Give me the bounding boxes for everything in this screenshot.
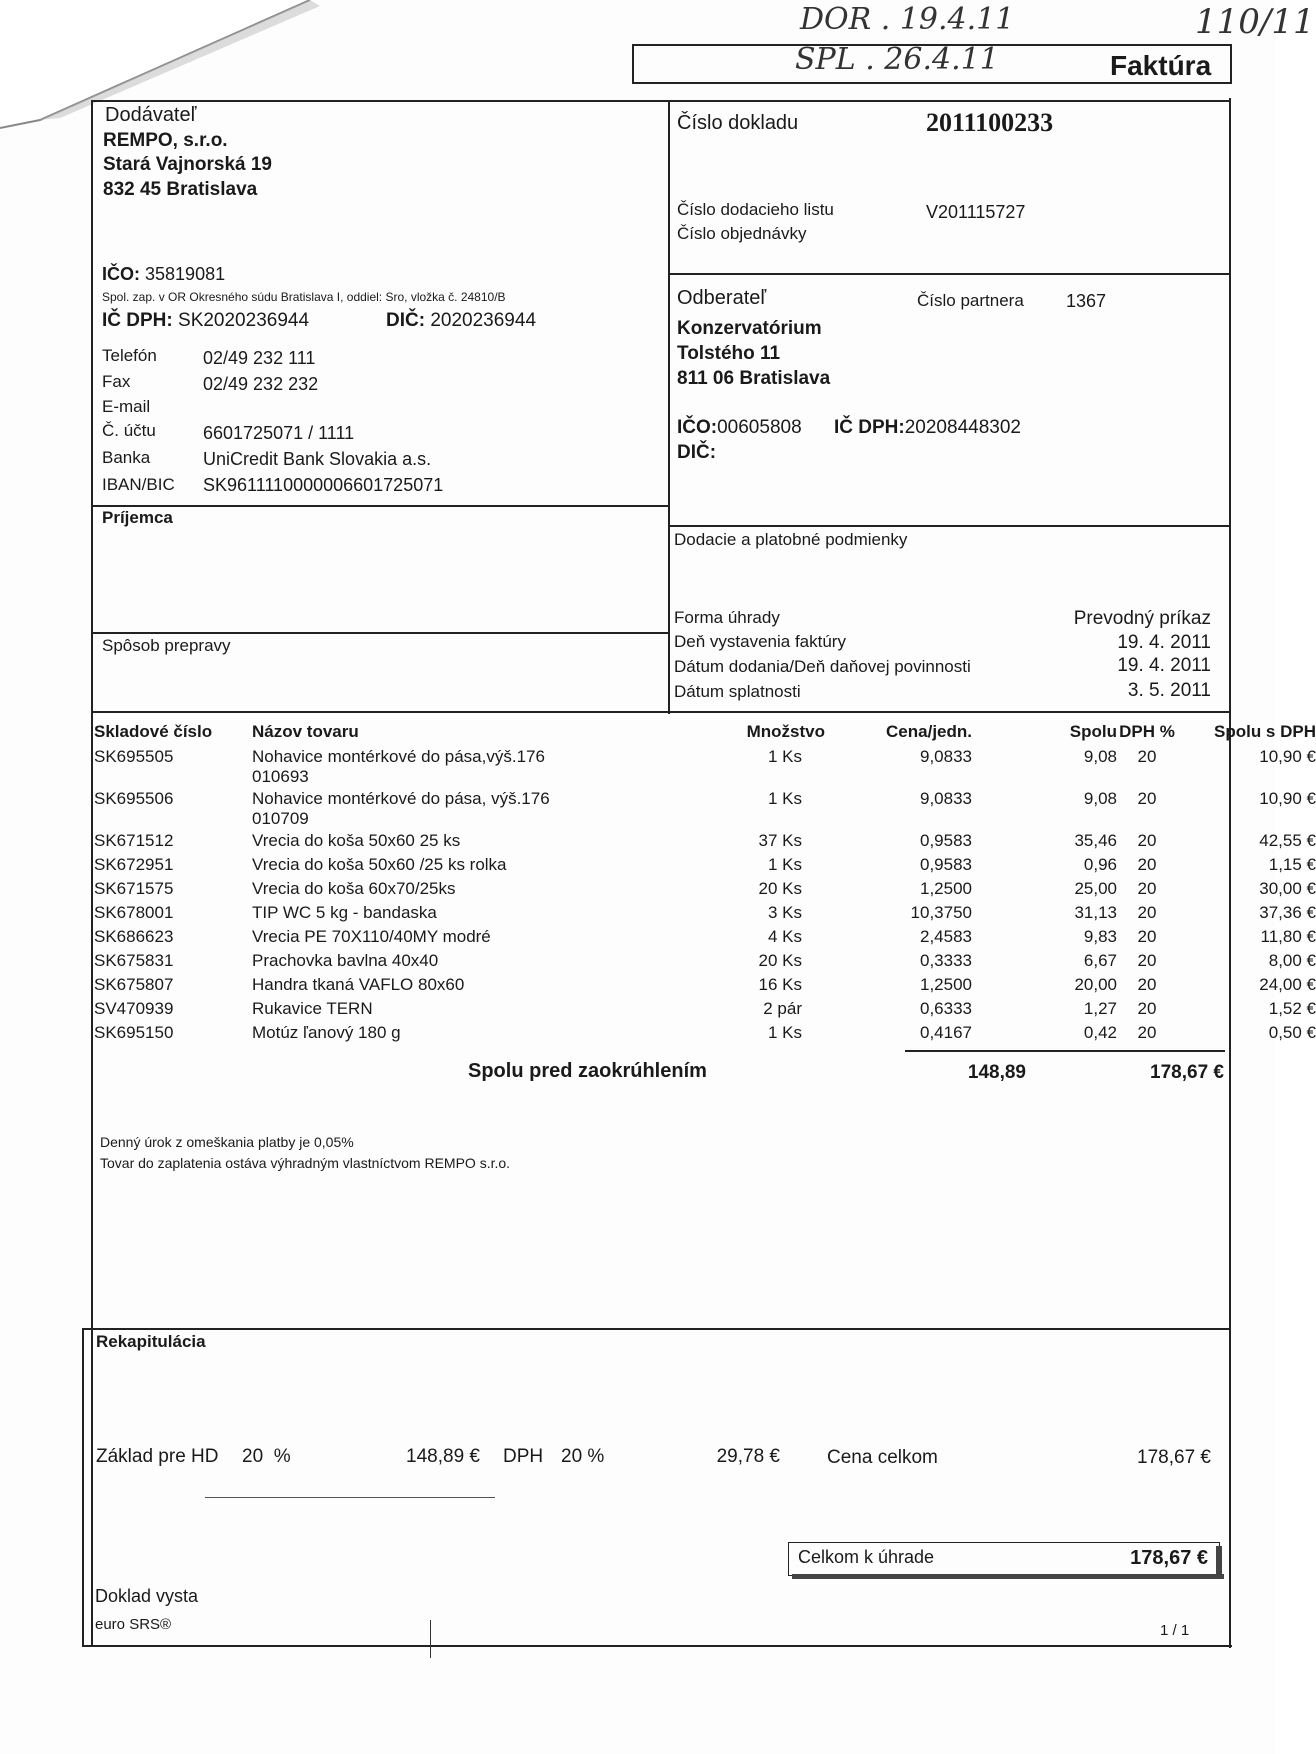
header-total: Spolu bbox=[1069, 722, 1117, 741]
handwritten-date-2: SPL . 26.4.11 bbox=[795, 42, 999, 77]
table-row: SK695150 Motúz ľanový 180 g 1 Ks 0,4167 0,42 20 0,50 € bbox=[94, 1023, 1316, 1042]
customer-dic-label: DIČ: bbox=[677, 442, 717, 463]
payment-value: Prevodný príkaz bbox=[1073, 608, 1211, 629]
table-row: SK675807 Handra tkaná VAFLO 80x60 16 Ks 1,2500 20,00 20 24,00 € bbox=[94, 975, 1316, 994]
supplier-icdph: IČ DPH: SK2020236944 bbox=[102, 310, 310, 331]
recap-vat-rate: 20 % bbox=[561, 1446, 605, 1467]
transport-label: Spôsob prepravy bbox=[102, 636, 231, 655]
late-interest-note: Denný úrok z omeškania platby je 0,05% bbox=[100, 1134, 354, 1150]
header-vat: DPH % bbox=[1119, 722, 1175, 741]
header-qty: Množstvo bbox=[746, 722, 825, 741]
subtotal-net: 148,89 bbox=[967, 1062, 1026, 1083]
iban-value: SK9611110000006601725071 bbox=[203, 475, 444, 495]
phone-value: 02/49 232 111 bbox=[203, 348, 316, 368]
customer-street: Tolstého 11 bbox=[677, 343, 781, 364]
table-row: SK675831 Prachovka bavlna 40x40 20 Ks 0,3333 6,67 20 8,00 € bbox=[94, 951, 1316, 970]
recap-base-value: 148,89 € bbox=[406, 1446, 480, 1467]
subtotal-gross: 178,67 € bbox=[1150, 1062, 1224, 1083]
bank-label: Banka bbox=[102, 448, 151, 467]
recap-base-rate: 20 % bbox=[242, 1446, 291, 1467]
table-row: SK671512 Vrecia do koša 50x60 25 ks 37 Ks 0,9583 35,46 20 42,55 € bbox=[94, 831, 1316, 850]
payment-label: Forma úhrady bbox=[674, 608, 780, 627]
table-row: SK695505 Nohavice montérkové do pása,výš.176 1 Ks 9,0833 9,08 20 10,90 € bbox=[94, 747, 1316, 766]
table-row-continuation: 010693 bbox=[252, 767, 309, 786]
header-name: Názov tovaru bbox=[252, 722, 359, 741]
table-row: SV470939 Rukavice TERN 2 pár 0,6333 1,27 20 1,52 € bbox=[94, 999, 1316, 1018]
page-title: Faktúra bbox=[1110, 50, 1212, 81]
customer-icdph: IČ DPH:20208448302 bbox=[834, 417, 1021, 438]
account-label: Č. účtu bbox=[102, 421, 156, 440]
issue-value: 19. 4. 2011 bbox=[1117, 632, 1211, 653]
customer-heading: Odberateľ bbox=[677, 287, 767, 309]
recap-heading: Rekapitulácia bbox=[96, 1332, 206, 1351]
due-label: Dátum splatnosti bbox=[674, 682, 801, 701]
issued-by-label: Doklad vysta bbox=[95, 1586, 199, 1606]
table-row: SK678001 TIP WC 5 kg - bandaska 3 Ks 10,3750 31,13 20 37,36 € bbox=[94, 903, 1316, 922]
delivery-note-value: V201115727 bbox=[926, 202, 1026, 222]
header-gross: Spolu s DPH bbox=[1213, 722, 1316, 741]
terms-heading: Dodacie a platobné podmienky bbox=[674, 530, 908, 549]
iban-label: IBAN/BIC bbox=[102, 475, 175, 494]
recap-vat-label: DPH bbox=[503, 1446, 544, 1467]
table-row-continuation: 010709 bbox=[252, 809, 309, 828]
supplier-heading: Dodávateľ bbox=[105, 104, 197, 126]
page-number: 1 / 1 bbox=[1160, 1622, 1190, 1639]
supplier-ico: IČO: 35819081 bbox=[102, 264, 226, 284]
recap-total-label: Cena celkom bbox=[827, 1447, 938, 1468]
customer-city: 811 06 Bratislava bbox=[677, 368, 831, 389]
fax-value: 02/49 232 232 bbox=[203, 374, 319, 394]
partner-value: 1367 bbox=[1066, 291, 1107, 311]
account-value: 6601725071 / 1111 bbox=[203, 423, 355, 443]
supplier-registry: Spol. zap. v OR Okresného súdu Bratislava I, oddiel: Sro, vložka č. 24810/B bbox=[102, 290, 506, 304]
customer-name: Konzervatórium bbox=[677, 318, 822, 339]
email-label: E-mail bbox=[102, 397, 151, 416]
subtotal-label: Spolu pred zaokrúhlením bbox=[468, 1060, 707, 1082]
supplier-name: REMPO, s.r.o. bbox=[103, 130, 228, 151]
due-value: 3. 5. 2011 bbox=[1127, 680, 1211, 701]
phone-label: Telefón bbox=[102, 346, 157, 365]
ownership-note: Tovar do zaplatenia ostáva výhradným vlastníctvom REMPO s.r.o. bbox=[100, 1155, 511, 1171]
delivery-date-label: Dátum dodania/Deň daňovej povinnosti bbox=[674, 657, 971, 676]
delivery-note-label: Číslo dodacieho listu bbox=[677, 200, 834, 219]
recap-vat-value: 29,78 € bbox=[716, 1446, 780, 1467]
doc-number-label: Číslo dokladu bbox=[677, 112, 799, 134]
header-price: Cena/jedn. bbox=[886, 722, 972, 741]
handwritten-number: 110/11 bbox=[1195, 2, 1315, 42]
recap-base-label: Základ pre HD bbox=[96, 1446, 219, 1467]
supplier-dic: DIČ: 2020236944 bbox=[386, 310, 537, 331]
supplier-street: Stará Vajnorská 19 bbox=[103, 154, 272, 175]
recipient-label: Príjemca bbox=[102, 508, 173, 527]
issue-label: Deň vystavenia faktúry bbox=[674, 632, 846, 651]
header-code: Skladové číslo bbox=[94, 722, 213, 741]
total-due-label: Celkom k úhrade bbox=[798, 1547, 935, 1567]
handwritten-date-1: DOR . 19.4.11 bbox=[800, 2, 1015, 37]
recap-total-value: 178,67 € bbox=[1137, 1447, 1211, 1468]
table-row: SK686623 Vrecia PE 70X110/40MY modré 4 Ks 2,4583 9,83 20 11,80 € bbox=[94, 927, 1316, 946]
table-row: SK672951 Vrecia do koša 50x60 /25 ks rolka 1 Ks 0,9583 0,96 20 1,15 € bbox=[94, 855, 1316, 874]
order-label: Číslo objednávky bbox=[677, 224, 807, 243]
software-label: euro SRS® bbox=[95, 1616, 172, 1633]
supplier-city: 832 45 Bratislava bbox=[103, 179, 258, 200]
total-due-value: 178,67 € bbox=[1130, 1547, 1208, 1569]
delivery-date-value: 19. 4. 2011 bbox=[1117, 655, 1211, 676]
customer-ico: IČO:00605808 bbox=[677, 417, 802, 438]
table-row: SK671575 Vrecia do koša 60x70/25ks 20 Ks 1,2500 25,00 20 30,00 € bbox=[94, 879, 1316, 898]
table-header bbox=[92, 722, 1316, 744]
bank-value: UniCredit Bank Slovakia a.s. bbox=[203, 449, 432, 469]
fax-label: Fax bbox=[102, 372, 131, 391]
table-row: SK695506 Nohavice montérkové do pása, výš.176 1 Ks 9,0833 9,08 20 10,90 € bbox=[94, 789, 1316, 808]
partner-label: Číslo partnera bbox=[917, 291, 1024, 310]
doc-number: 2011100233 bbox=[926, 108, 1054, 137]
